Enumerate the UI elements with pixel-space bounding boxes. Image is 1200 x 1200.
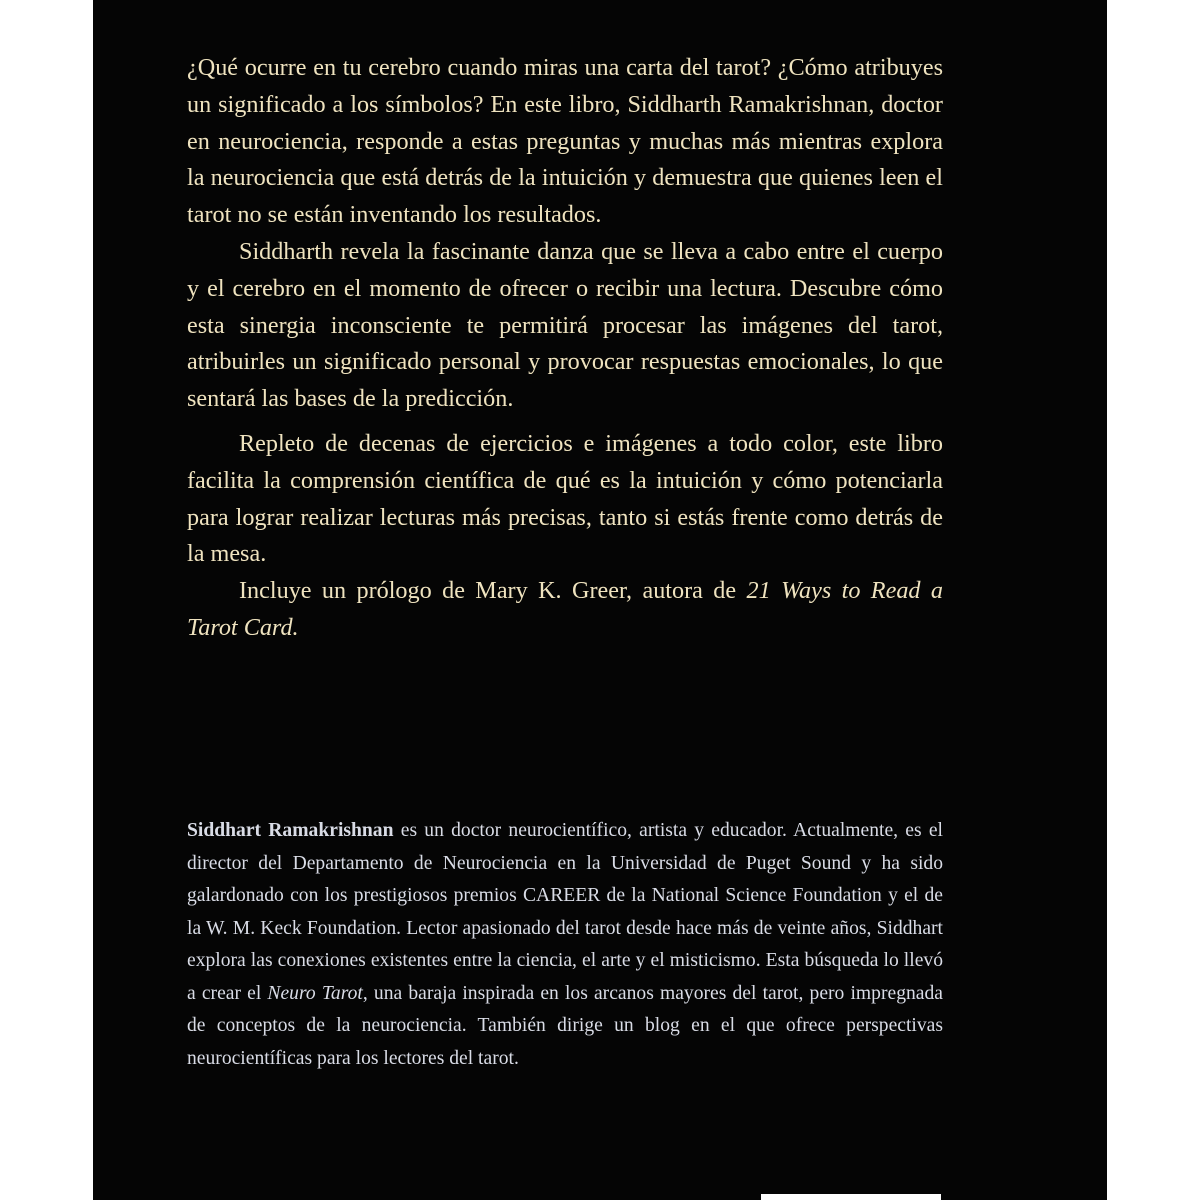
- synopsis-paragraph-4: [187, 573, 943, 647]
- synopsis-paragraph-1: ¿Qué ocurre en tu cerebro cuando miras una carta del tarot? ¿Cómo atribuyes un significado a los símbolos? En este libro, Siddharth Ramakrishnan, doctor en neurociencia, responde a estas preguntas y muchas más mientras explora la neurociencia que está detrás de la intuición y demuestra que quienes leen el tarot no se están inventando los resultados.: [187, 54, 943, 229]
- synopsis-paragraph-2: Siddharth revela la fascinante danza que se lleva a cabo entre el cuerpo y el cerebro en el momento de ofrecer o recibir una lectura. Descubre cómo esta sinergia inconsciente te permitirá procesar las imágenes del tarot, atribuirles un significado personal y provocar respuestas emocionales, lo que sentará las bases de la predicción.: [187, 237, 943, 413]
- neuro-tarot-title: Neuro Tarot: [267, 982, 363, 1004]
- author-bio-text-1: es un doctor neurocientífico, artista y educador. Actualmente, es el director del Departamento de Neurociencia en la Universidad de Puget Sound y ha sido galardonado con los prestigiosos premios CAREER de la National Science Foundation y el de la W. M. Keck Foundation. Lector apasionado del tarot desde hace más de veinte años, Siddhart explora las conexiones existentes entre la ciencia, el arte y el misticismo. Esta búsqueda lo llevó a crear el: [187, 820, 944, 1004]
- foreword-book-title: 21 Ways to Read a Tarot Card.: [187, 577, 943, 641]
- synopsis-paragraph-3: Repleto de decenas de ejercicios e imágenes a todo color, este libro facilita la comprensión científica de qué es la intuición y cómo potenciarla para lograr realizar lecturas más precisas, tanto si estás frente como detrás de la mesa.: [187, 429, 943, 568]
- book-back-cover: [93, 0, 1107, 1200]
- barcode-label-edge: [761, 1194, 941, 1200]
- author-bio: [187, 815, 943, 1075]
- foreword-text: Incluye un prólogo de Mary K. Greer, autora de: [239, 577, 747, 605]
- synopsis: [187, 50, 943, 647]
- author-name: Siddhart Ramakrishnan: [187, 820, 394, 841]
- author-bio-text-2: , una baraja inspirada en los arcanos mayores del tarot, pero impregnada de conceptos de la neurociencia. También dirige un blog en el que ofrece perspectivas neurocientíficas para los lectores del tarot.: [187, 982, 943, 1069]
- author-bio-paragraph: [187, 815, 943, 1075]
